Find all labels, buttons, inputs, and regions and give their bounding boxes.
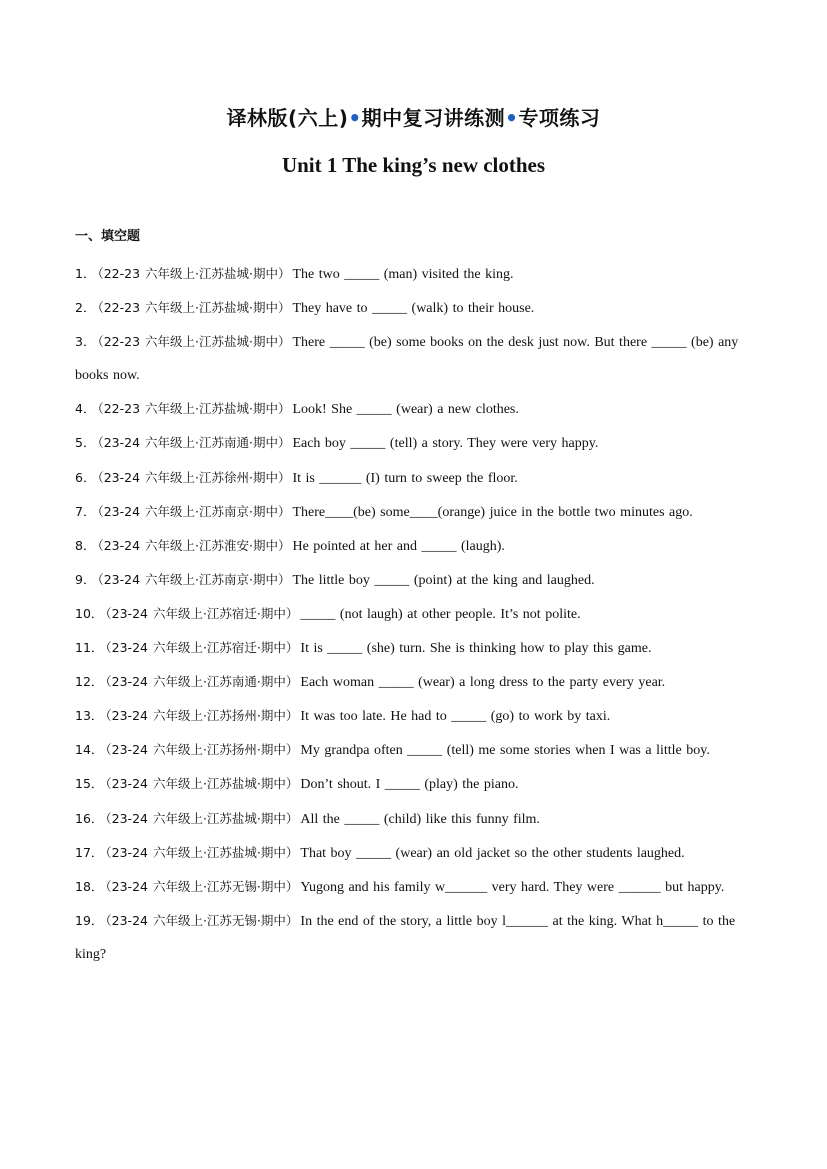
question-number: 6． xyxy=(75,469,96,485)
question-text: That boy _____ (wear) an old jacket so the other students laughed. xyxy=(300,845,685,861)
question-text: It is _____ (she) turn. She is thinking how to play this game. xyxy=(300,641,652,657)
question-number: 10． xyxy=(75,605,104,621)
question-source: （23-24 六年级上·江苏南通·期中） xyxy=(97,435,291,451)
question-source: （23-24 六年级上·江苏盐城·期中） xyxy=(105,810,299,826)
question-source: （23-24 六年级上·江苏南京·期中） xyxy=(97,503,291,519)
question-item xyxy=(75,733,755,767)
question-text: Look! She _____ (wear) a new clothes. xyxy=(292,402,519,418)
question-item xyxy=(75,257,755,291)
question-number: 1． xyxy=(75,266,96,281)
question-number: 17． xyxy=(75,844,104,860)
question-list xyxy=(75,257,755,971)
question-item xyxy=(75,836,755,870)
question-text: Each boy _____ (tell) a story. They were very happy. xyxy=(292,436,599,452)
question-source: （23-24 六年级上·江苏扬州·期中） xyxy=(105,708,299,724)
question-source: （22-23 六年级上·江苏盐城·期中） xyxy=(97,300,291,316)
question-source: （23-24 六年级上·江苏南通·期中） xyxy=(105,674,299,690)
question-item xyxy=(75,392,755,426)
question-source: （23-24 六年级上·江苏扬州·期中） xyxy=(105,742,299,758)
question-source: （22-23 六年级上·江苏盐城·期中） xyxy=(97,401,291,417)
question-number: 9． xyxy=(75,571,96,587)
question-item xyxy=(75,495,755,529)
question-text: It was too late. He had to _____ (go) to work by taxi. xyxy=(300,709,611,725)
question-item xyxy=(75,802,755,836)
question-source: （23-24 六年级上·江苏无锡·期中） xyxy=(105,912,299,928)
question-item xyxy=(75,461,755,495)
question-text: Each woman _____ (wear) a long dress to the party every year. xyxy=(300,675,666,691)
question-source: （23-24 六年级上·江苏盐城·期中） xyxy=(105,776,299,792)
page-title xyxy=(0,103,827,133)
question-text: Yugong and his family w______ very hard. They were ______ but happy. xyxy=(300,879,725,895)
section-heading: 一、填空题 xyxy=(75,229,141,244)
question-text: In the end of the story, a little boy l______ at the king. What h_____ to the king? xyxy=(75,913,736,962)
question-source: （22-23 六年级上·江苏盐城·期中） xyxy=(97,266,291,281)
question-text: The two _____ (man) visited the king. xyxy=(292,267,514,282)
title-part2: 期中复习讲练测 xyxy=(361,106,506,130)
question-item xyxy=(75,665,755,699)
question-item xyxy=(75,904,755,971)
question-source: （23-24 六年级上·江苏南京·期中） xyxy=(97,571,291,587)
page-subtitle: Unit 1 The king’s new clothes xyxy=(281,153,546,177)
question-text: They have to _____ (walk) to their house. xyxy=(292,301,535,317)
question-text: All the _____ (child) like this funny film. xyxy=(300,811,540,827)
question-text: There____(be) some____(orange) juice in the bottle two minutes ago. xyxy=(292,504,693,520)
question-source: （23-24 六年级上·江苏盐城·期中） xyxy=(105,844,299,860)
question-number: 2． xyxy=(75,300,96,316)
question-item xyxy=(75,291,755,325)
question-text: _____ (not laugh) at other people. It’s not polite. xyxy=(300,606,581,622)
title-part3: 专项练习 xyxy=(518,106,601,130)
question-text: He pointed at her and _____ (laugh). xyxy=(292,538,505,554)
question-number: 7． xyxy=(75,503,96,519)
question-source: （22-23 六年级上·江苏盐城·期中） xyxy=(97,334,291,350)
question-item xyxy=(75,870,755,904)
question-number: 14． xyxy=(75,742,104,758)
question-source: （23-24 六年级上·江苏徐州·期中） xyxy=(97,469,291,485)
question-number: 12． xyxy=(75,674,104,690)
question-item xyxy=(75,597,755,631)
question-number: 13． xyxy=(75,708,104,724)
question-text: It is ______ (I) turn to sweep the floor. xyxy=(292,470,518,486)
question-number: 16． xyxy=(75,810,104,826)
question-number: 19． xyxy=(75,912,104,928)
question-item xyxy=(75,563,755,597)
question-item xyxy=(75,631,755,665)
title-part1: 译林版(六上) xyxy=(226,106,349,130)
question-item xyxy=(75,699,755,733)
question-source: （23-24 六年级上·江苏无锡·期中） xyxy=(105,878,299,894)
question-number: 18． xyxy=(75,878,104,894)
question-number: 11． xyxy=(75,640,104,656)
question-text: The little boy _____ (point) at the king and laughed. xyxy=(292,572,595,588)
title-separator-dot: • xyxy=(348,106,362,130)
question-text: There _____ (be) some books on the desk just now. But there _____ (be) any books now. xyxy=(75,335,739,384)
question-text: My grandpa often _____ (tell) me some stories when I was a little boy. xyxy=(300,743,710,759)
question-item xyxy=(75,426,755,460)
question-source: （23-24 六年级上·江苏宿迁·期中） xyxy=(105,605,299,621)
question-number: 15． xyxy=(75,776,104,792)
question-number: 5． xyxy=(75,435,96,451)
question-number: 8． xyxy=(75,537,96,553)
question-source: （23-24 六年级上·江苏淮安·期中） xyxy=(97,537,291,553)
question-text: Don’t shout. I _____ (play) the piano. xyxy=(300,777,519,793)
question-source: （23-24 六年级上·江苏宿迁·期中） xyxy=(105,640,299,656)
question-item xyxy=(75,767,755,801)
question-number: 4． xyxy=(75,401,96,417)
question-number: 3． xyxy=(75,334,96,350)
question-item xyxy=(75,529,755,563)
title-separator-dot: • xyxy=(505,106,519,130)
question-item xyxy=(75,325,755,392)
